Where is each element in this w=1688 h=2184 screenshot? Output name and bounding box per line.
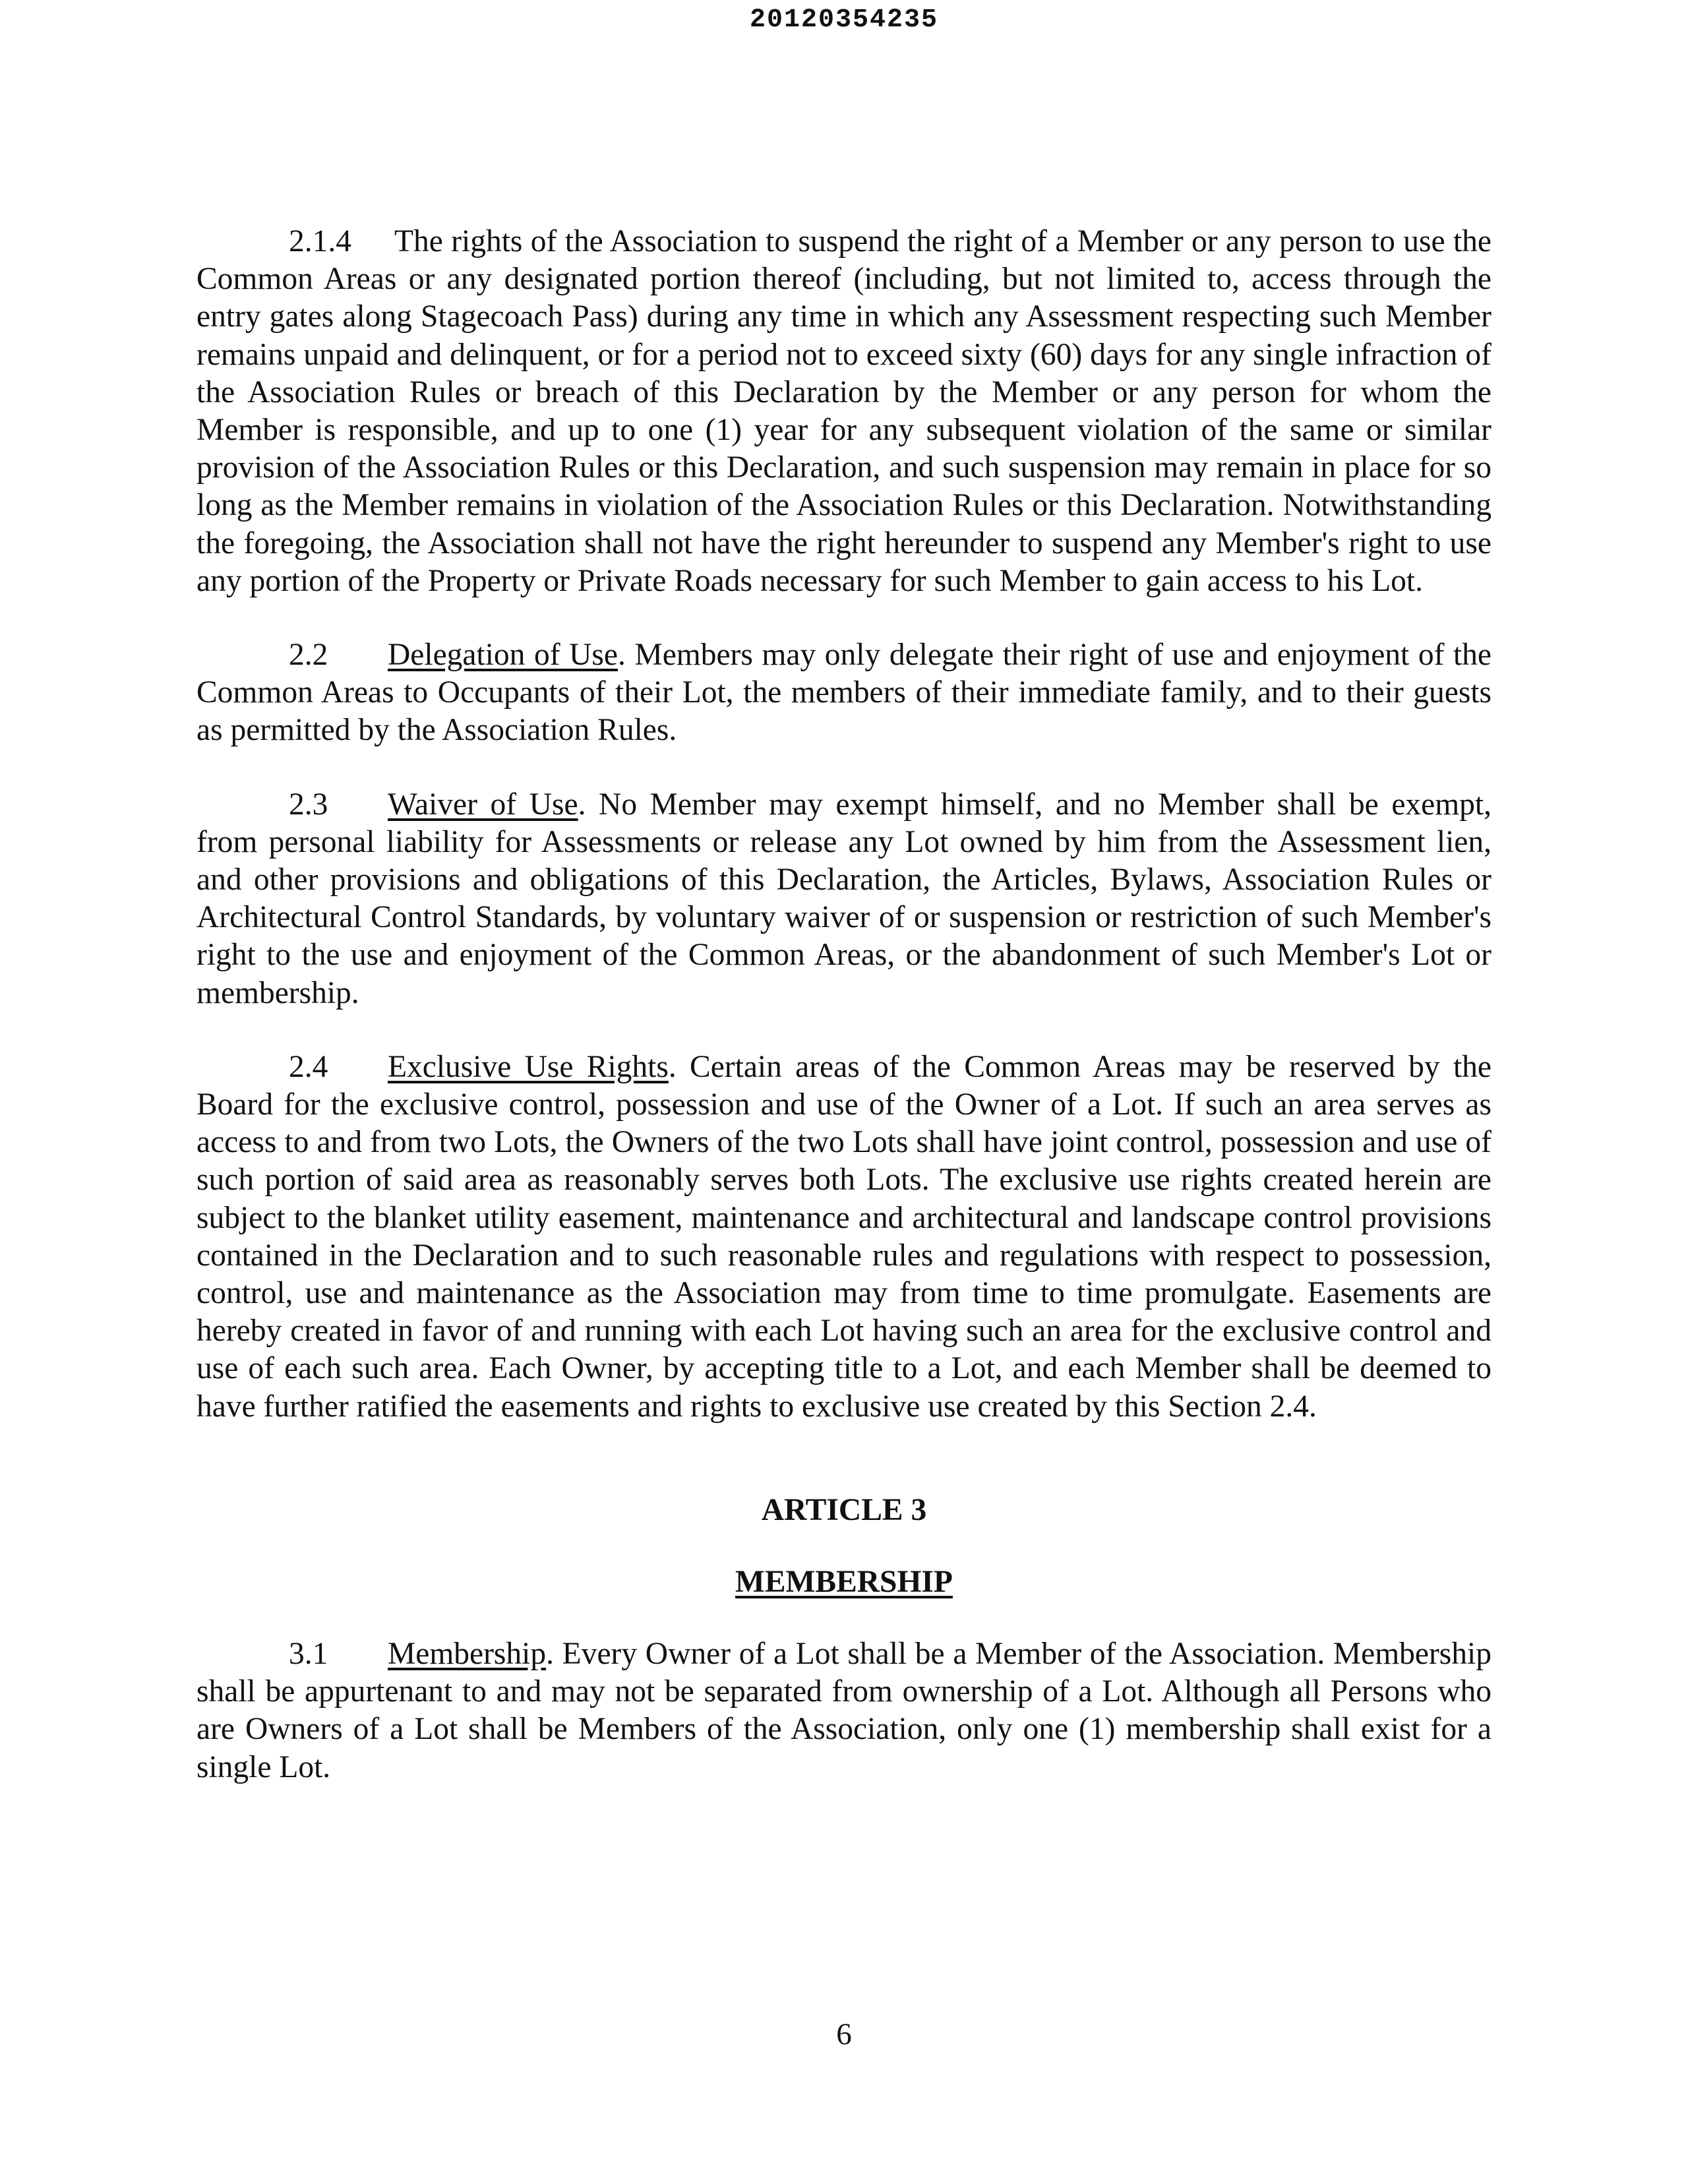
section-number: 2.3: [289, 787, 328, 822]
section-2-2: [196, 636, 1492, 750]
section-heading: Membership: [388, 1636, 547, 1671]
section-text: The rights of the Association to suspend the right of a Member or any person to use the Common Areas or any designated portion thereof (including, but not limited to, access through the entry gates along Stagecoach Pass) during any time in which any Assessment respecting such Member remains unpaid and delinquent, or for a period not to exceed sixty (60) days for any single infraction of the Association Rules or breach of this Declaration by the Member or any person for whom the Member is responsible, and up to one (1) year for any subsequent violation of the same or similar provision of the Association Rules or this Declaration, and such suspension may remain in place for so long as the Member remains in violation of the Association Rules or this Declaration. Notwithstanding the foregoing, the Association shall not have the right hereunder to suspend any Member's right to use any portion of the Property or Private Roads necessary for such Member to gain access to his Lot.: [196, 224, 1492, 598]
section-number: 3.1: [289, 1636, 328, 1671]
section-number: 2.4: [289, 1049, 328, 1084]
page-number: 6: [836, 2017, 852, 2051]
section-text: . Certain areas of the Common Areas may be reserved by the Board for the exclusive control, possession and use of the Owner of a Lot. If such an area serves as access to and from two Lots, the Owners of the two Lots shall have joint control, possession and use of such portion of said area as reasonably serves both Lots. The exclusive use rights created herein are subject to the blanket utility easement, maintenance and architectural and landscape control provisions contained in the Declaration and to such reasonable rules and regulations with respect to possession, control, use and maintenance as the Association may from time to time promulgate. Easements are hereby created in favor of and running with each Lot having such an area for the exclusive control and use of each such area. Each Owner, by accepting title to a Lot, and each Member shall be deemed to have further ratified the easements and rights to exclusive use created by this Section 2.4.: [196, 1049, 1492, 1424]
section-heading: Delegation of Use: [388, 638, 618, 673]
section-number: 2.2: [289, 638, 328, 673]
section-text: . Members may only delegate their right of use and enjoyment of the Common Areas to Occupants of their Lot, the members of their immediate family, and to their guests as permitted by the Association Rules.: [196, 638, 1492, 748]
page-body: [196, 223, 1492, 1823]
section-2-4: [196, 1048, 1492, 1426]
section-heading: Waiver of Use: [388, 787, 578, 822]
section-2-3: [196, 786, 1492, 1012]
section-2-1-4: [196, 223, 1492, 600]
section-heading: Exclusive Use Rights: [388, 1049, 669, 1084]
section-text: . No Member may exempt himself, and no Member shall be exempt, from personal liability for Assessments or release any Lot owned by him from the Assessment lien, and other provisions and obligations of this Declaration, the Articles, Bylaws, Association Rules or Architectural Control Standards, by voluntary waiver of or suspension or restriction of such Member's right to the use and enjoyment of the Common Areas, or the abandonment of such Member's Lot or membership.: [196, 787, 1492, 1010]
section-3-1: [196, 1635, 1492, 1786]
article-subtitle: MEMBERSHIP: [735, 1564, 953, 1599]
article-title: ARTICLE 3: [761, 1492, 927, 1527]
section-number: 2.1.4: [289, 224, 351, 258]
section-text: . Every Owner of a Lot shall be a Member of the Association. Membership shall be appurtenant to and may not be separated from ownership of a Lot. Although all Persons who are Owners of a Lot shall be Members of the Association, only one (1) membership shall exist for a single Lot.: [196, 1636, 1492, 1784]
document-number: 20120354235: [749, 5, 939, 35]
